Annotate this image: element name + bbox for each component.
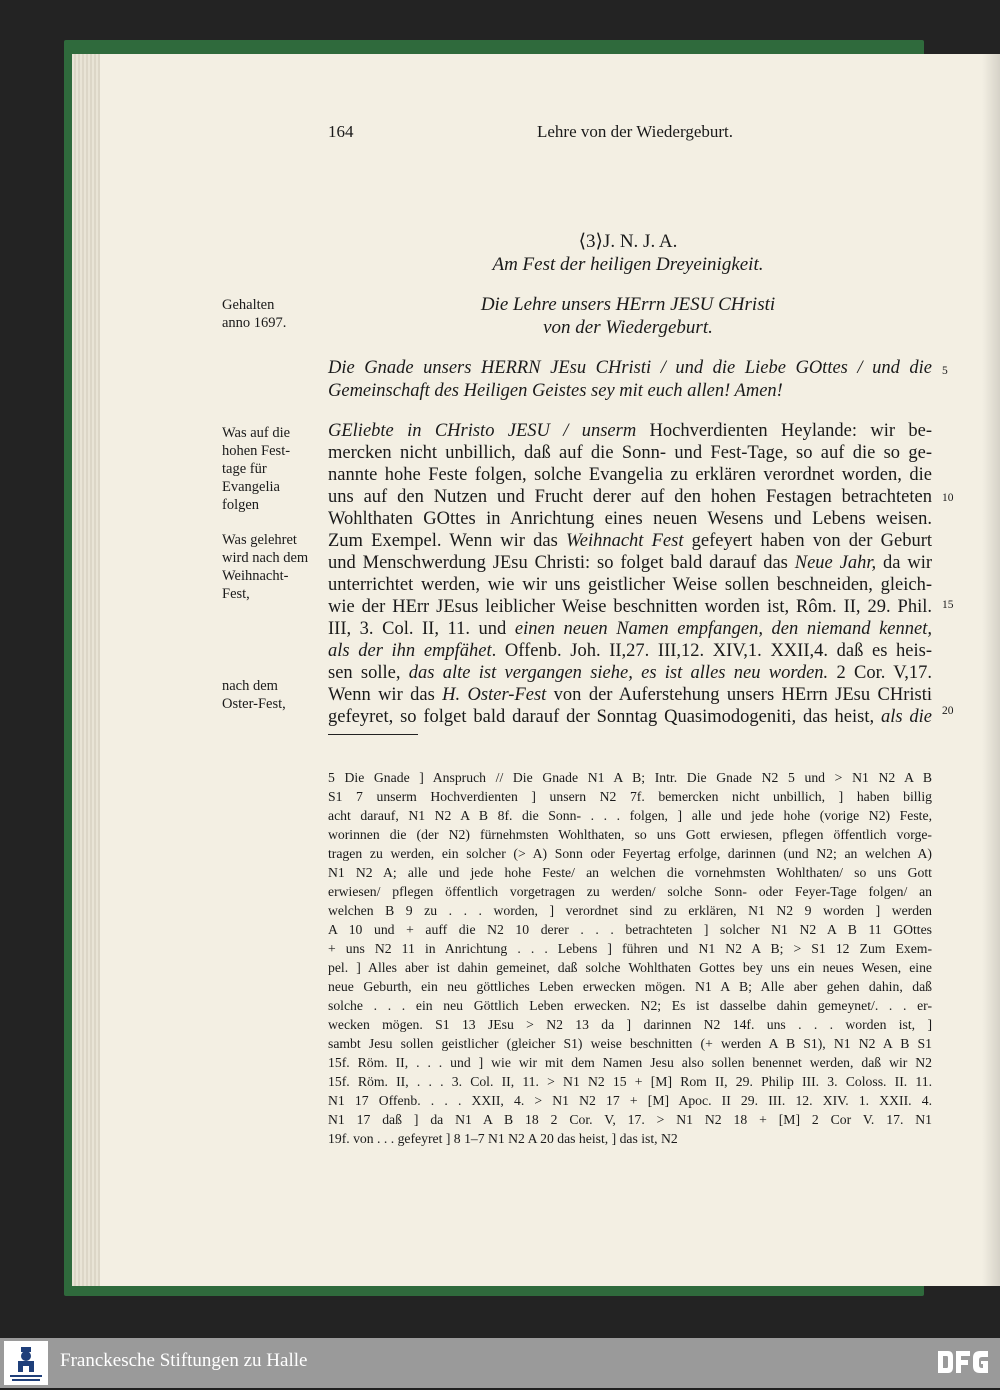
margin-note-line: wird nach dem bbox=[222, 550, 309, 566]
viewer-footer bbox=[0, 1338, 1000, 1388]
margin-note-line: Was gelehret bbox=[222, 532, 297, 548]
line-number: 15 bbox=[942, 599, 954, 611]
body-line: mercken nicht unbillich, daß auf die Sonn- und Fest-Tage, so auf die so ge- bbox=[328, 443, 932, 463]
body-span: Hochverdienten Heylande: wir be- bbox=[636, 421, 932, 441]
body-span: als die bbox=[880, 707, 932, 727]
margin-note bbox=[222, 531, 332, 603]
page-shadow bbox=[982, 54, 1000, 1286]
margin-note-line: anno 1697. bbox=[222, 315, 287, 331]
sermon-occasion: Am Fest der heiligen Dreyeinigkeit. bbox=[492, 254, 764, 275]
apparatus-line: sambt Jesu sollen geistlicher (gleicher S1) weise beschnitten (+ werden A B S1), N1 N2 A B S1 bbox=[328, 1036, 932, 1051]
body-span: gefeyert haben von der Geburt bbox=[683, 531, 933, 551]
line-number: 20 bbox=[942, 705, 954, 717]
sermon-title-line-2: von der Wiedergeburt. bbox=[543, 317, 713, 338]
apparatus-line: wecken mögen. S1 13 JEsu > N2 13 da ] darinnen N2 14f. uns . . . worden ist, ] bbox=[328, 1017, 932, 1032]
body-span: III, 3. Col. II, 11. und bbox=[328, 619, 515, 639]
margin-note-line: hohen Fest- bbox=[222, 443, 291, 459]
margin-note-line: tage für bbox=[222, 461, 267, 477]
margin-note-line: Was auf die bbox=[222, 425, 291, 441]
body-span: H. Oster-Fest bbox=[442, 685, 547, 705]
apparatus-line: 19f. von . . . gefeyret ] 8 1–7 N1 N2 A 20 das heist, ] das ist, N2 bbox=[328, 1131, 678, 1146]
apparatus-line: pel. ] Alles aber ist dahin gemeinet, daß solche Wohlthaten Gottes bey uns ein neues Wesen, eine bbox=[328, 960, 932, 975]
sermon-reference: ⟨3⟩J. N. J. A. bbox=[578, 231, 678, 252]
dfg-logo[interactable] bbox=[936, 1348, 990, 1381]
page-number: 164 bbox=[328, 122, 354, 141]
apparatus-line: N1 N2 A; alle und jede hohe Feste/ an welchen die vornehmsten Wohlthaten/ so uns Gott bbox=[328, 865, 932, 880]
salutation-line: Die Gnade unsers HERRN JEsu CHristi / und die Liebe GOttes / und die bbox=[328, 358, 932, 378]
body-line bbox=[328, 552, 932, 574]
apparatus-line: erwiesen/ pflegen öffentlich vorgetragen zu werden/ solche Sonn- oder Feyer-Tage folgen/ an bbox=[328, 884, 932, 899]
institution-name[interactable]: Franckesche Stiftungen zu Halle bbox=[60, 1350, 308, 1371]
margin-note-line: Evangelia bbox=[222, 479, 280, 495]
body-line bbox=[328, 662, 932, 684]
margin-note-line: Oster-Fest, bbox=[222, 696, 286, 712]
body-line bbox=[328, 640, 932, 662]
apparatus-line: + uns N2 11 in Anrichtung . . . Lebens ] führen und N1 N2 A B; > S1 12 Zum Exem- bbox=[328, 941, 932, 956]
body-span: Neue Jahr, bbox=[794, 553, 877, 573]
margin-note-line: folgen bbox=[222, 497, 260, 513]
apparatus-line: acht darauf, N1 N2 A B 8f. die Sonn- . . . folgen, ] alle und jede hohe (vorige N2) Feste, bbox=[328, 808, 932, 823]
margin-note bbox=[222, 677, 332, 713]
apparatus-line: N1 17 daß ] da N1 A B 18 2 Cor. V, 17. > N1 N2 18 + [M] 2 Cor V. 17. N1 bbox=[328, 1112, 932, 1127]
body-line: Wohlthaten GOttes in Anrichtung eines neuen Wesens und Lebens weisen. bbox=[328, 509, 932, 529]
apparatus-line: 5 Die Gnade ] Anspruch // Die Gnade N1 A B; Intr. Die Gnade N2 5 und > N1 N2 A B bbox=[328, 770, 932, 785]
body-line bbox=[328, 530, 932, 552]
francke-logo-icon bbox=[4, 1341, 48, 1385]
margin-note-line: Weihnacht- bbox=[222, 568, 289, 584]
apparatus-line: tragen zu werden, ein solcher (> A) Sonn oder Feyertag erfolge, darinnen (und N2; an welchen A) bbox=[328, 846, 932, 861]
sermon-title-line-1: Die Lehre unsers HErrn JESU CHristi bbox=[480, 294, 776, 315]
institution-logo[interactable] bbox=[4, 1341, 48, 1385]
apparatus-line: N1 17 Offenb. . . . XXII, 4. > N1 N2 17 + [M] Apoc. II 29. III. 12. XIV. 1. XXII. 4. bbox=[328, 1093, 932, 1108]
apparatus-line: welchen B 9 zu . . . worden, ] verordnet sind zu erklären, N1 N2 9 worden ] werden bbox=[328, 903, 932, 918]
apparatus-line: neue Geburth, ein neu göttliches Leben erwecken mögen. N1 A B; Alle aber gehen dahin, daß bbox=[328, 979, 932, 994]
body-span: Weihnacht Fest bbox=[566, 531, 684, 551]
body-span: da wir bbox=[876, 553, 932, 573]
running-title: Lehre von der Wiedergeburt. bbox=[537, 122, 733, 141]
body-span: Zum Exempel. Wenn wir das bbox=[328, 531, 567, 551]
body-span: gefeyret, so folget bald darauf der Sonntag Quasimodogeniti, das heist, bbox=[328, 707, 881, 727]
body-span: . Offenb. Joh. II,27. III,12. XIV,1. XXII,4. daß es heis- bbox=[491, 641, 932, 661]
apparatus-line: 15f. Röm. II, . . . 3. Col. II, 11. > N1 N2 15 + [M] Rom II, 29. Philip III. 3. Coloss. II. 11. bbox=[328, 1074, 932, 1089]
body-span: und Menschwerdung JEsu Christi: so folget bald darauf das bbox=[328, 553, 795, 573]
body-span: GEliebte in CHristo JESU / unserm bbox=[328, 421, 637, 441]
body-line: nannte hohe Feste folgen, solche Evangelia zu erklären verordnet worden, die bbox=[328, 465, 932, 485]
body-span: sen solle, bbox=[328, 663, 409, 683]
body-line: wie der HErr JEsus leiblicher Weise beschnitten worden ist, Rôm. II, 29. Phil. bbox=[328, 597, 932, 617]
dfg-logo-icon bbox=[936, 1348, 990, 1376]
salutation-line: Gemeinschaft des Heiligen Geistes sey mit euch allen! Amen! bbox=[328, 381, 783, 401]
book-page bbox=[100, 54, 1000, 1286]
line-number: 10 bbox=[942, 492, 954, 504]
apparatus-line: 15f. Röm. II, . . . und ] wie wir mit dem Namen Jesu also sollen benennet werden, daß wir N2 bbox=[328, 1055, 932, 1070]
apparatus-line: S1 7 unserm Hochverdienten ] unsern N2 7f. bemercken nicht unbillich, ] haben billig bbox=[328, 789, 932, 804]
margin-note bbox=[222, 424, 332, 514]
body-span: einen neuen Namen empfangen, den niemand kennet, bbox=[514, 619, 932, 639]
apparatus-line: solche . . . ein neu Göttlich Leben erwecken. N2; Es ist dasselbe dahin gemeynet/. . . er- bbox=[328, 998, 932, 1013]
body-line bbox=[328, 420, 932, 442]
margin-note-line: nach dem bbox=[222, 678, 278, 694]
apparatus-line: A 10 und + auff die N2 10 derer . . . betrachteten ] solcher N1 N2 A B 11 GOttes bbox=[328, 922, 932, 937]
body-span: das alte ist vergangen siehe, es ist alles neu worden. bbox=[408, 663, 829, 683]
footnote-rule bbox=[328, 734, 418, 735]
margin-note-line: Gehalten bbox=[222, 297, 275, 313]
margin-note bbox=[222, 296, 332, 332]
body-line bbox=[328, 618, 932, 640]
body-span: von der Auferstehung unsers HErrn JEsu CHristi bbox=[546, 685, 932, 705]
body-line bbox=[328, 684, 932, 706]
body-line: unterrichtet werden, wie wir uns geistlicher Weise sollen beschneiden, gleich- bbox=[328, 575, 932, 595]
body-span: als der ihn empfähet bbox=[328, 641, 492, 661]
apparatus-line: worinnen die (der N2) fürnehmsten Wohlthaten, so uns Gott erwiesen, pflegen öffentlich vorge- bbox=[328, 827, 932, 842]
line-number: 5 bbox=[942, 365, 948, 377]
margin-note-line: Fest, bbox=[222, 586, 250, 602]
body-span: 2 Cor. V,17. bbox=[828, 663, 933, 683]
body-line bbox=[328, 706, 932, 728]
body-line: uns auf den Nutzen und Frucht derer auf den hohen Festagen betrachteten bbox=[328, 487, 932, 507]
body-span: Wenn wir das bbox=[328, 685, 443, 705]
